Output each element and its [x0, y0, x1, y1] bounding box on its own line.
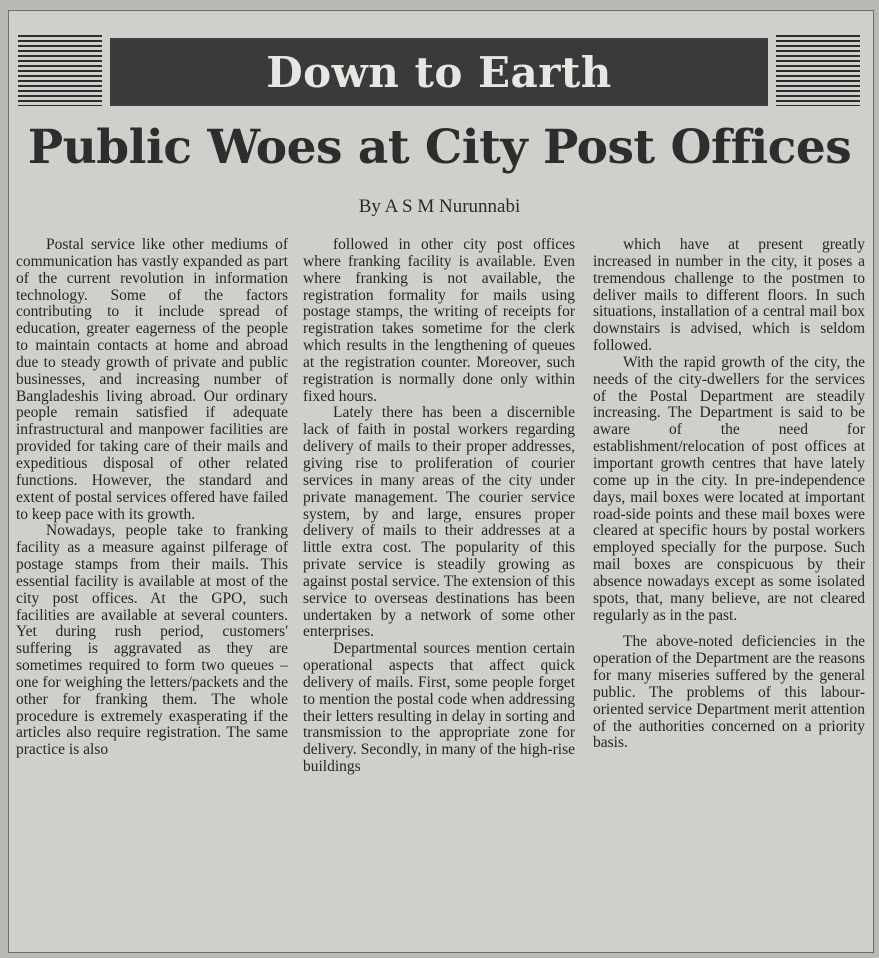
- article-column-2: [303, 237, 575, 942]
- article-byline: By A S M Nurunnabi: [358, 196, 521, 217]
- article-paragraph: Lately there has been a discernible lack of faith in postal workers regarding delivery of mails to their proper addresses, giving rise to proliferation of courier services in many areas of the city under private management. The courier service system, by and large, ensures proper delivery of mails to their addresses at a little extra cost. The popularity of this private service is steadily growing as against postal service. The extension of this service to overseas destinations has been undertaken by a network of some other enterprises.: [303, 404, 575, 641]
- article-headline: Public Woes at City Post Offices: [27, 120, 852, 175]
- section-title: Down to Earth: [266, 47, 612, 97]
- section-masthead: [18, 25, 860, 111]
- section-banner: [110, 38, 768, 106]
- article-paragraph: The above-noted deficiencies in the operation of the Department are the reasons for many miseries suffered by the general public. The problems of this labour-oriented service Department merit attention of the authorities concerned on a priority basis.: [593, 633, 865, 752]
- decorative-rules-right: [776, 35, 860, 106]
- article-column-3: [593, 237, 865, 942]
- article-paragraph: which have at present greatly increased in number in the city, it poses a tremendous challenge to the postmen to deliver mails to different floors. In such situations, installation of a central mail box downstairs is advised, which is seldom followed.: [593, 237, 865, 355]
- decorative-rules-left: [18, 35, 102, 106]
- article-paragraph: Nowadays, people take to franking facility as a measure against pilferage of postage stamps from their mails. This essential facility is available at most of the city post offices. At the GPO, such facilities are available at several counters. Yet during rush period, customers' suffering is aggravated as they are sometimes required to form two queues – one for weighing the letters/packets and the other for franking them. The whole procedure is extremely exasperating if the articles also require registration. The same practice is also: [16, 522, 288, 759]
- article-paragraph: followed in other city post offices where franking facility is available. Even where franking is not available, the registration formality for mails using postage stamps, the writing of receipts for registration takes sometime for the clerk which results in the lengthening of queues at the registration counter. Moreover, such registration is normally done only within fixed hours.: [303, 237, 575, 405]
- article-paragraph: Postal service like other mediums of communication has vastly expanded as part of the current revolution in information technology. Some of the factors contributing to it include spread of education, greater eagerness of the people to maintain contacts at home and abroad due to steady growth of private and public businesses, and increasing number of Bangladeshis living abroad. Our ordinary people remain satisfied if adequate infrastructural and manpower facilities are provided for taking care of their mails and expeditious disposal of other related functions. However, the standard and extent of postal services offered have failed to keep pace with its growth.: [16, 237, 288, 523]
- article-column-1: [16, 237, 288, 942]
- article-paragraph: With the rapid growth of the city, the needs of the city-dwellers for the services of the Postal Department are steadily increasing. The Department is said to be aware of the need for establishment/relocation of post offices at important growth centres that have lately come up in the city. In pre-independence days, mail boxes were located at important road-side points and these mail boxes were cleared at specific hours by postal workers employed specially for the purpose. Such mail boxes are conspicuous by their absence nowadays except as some isolated spots, that, many believe, are not cleared regularly as in the past.: [593, 353, 865, 624]
- article-paragraph: Departmental sources mention certain operational aspects that affect quick delivery of mails. First, some people forget to mention the postal code when addressing their letters resulting in delay in sorting and transmission to the appropriate zone for delivery. Secondly, in many of the high-rise buildings: [303, 640, 575, 776]
